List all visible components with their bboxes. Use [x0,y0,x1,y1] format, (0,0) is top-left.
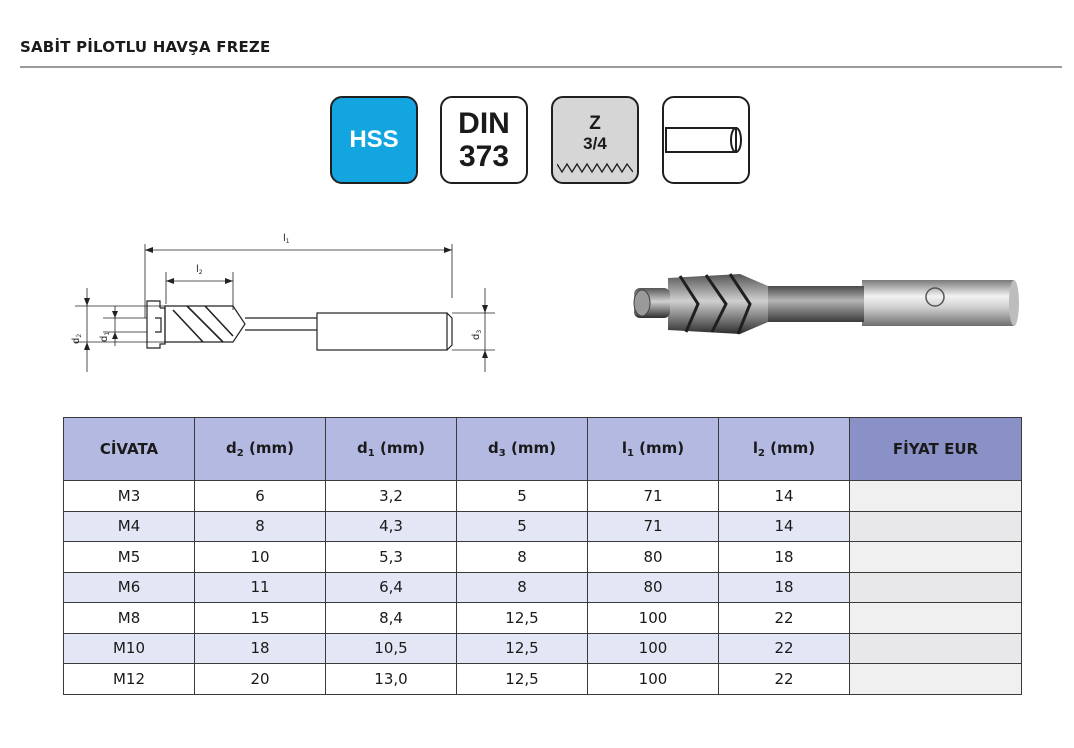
cell-d1: 6,4 [326,572,457,603]
standard-line2: 373 [458,140,510,173]
cell-l1: 71 [588,511,719,542]
cell-bolt: M4 [64,511,195,542]
teeth-zigzag-icon [557,162,633,176]
col-header-l1: $l_1$ (mm) [588,418,719,481]
cell-l1: 100 [588,603,719,634]
col-header-d2: $d_2$ (mm) [195,418,326,481]
cell-price [850,664,1022,695]
page-title: SABİT PİLOTLU HAVŞA FREZE [20,38,271,56]
cell-d3: 12,5 [457,633,588,664]
cell-d2: 10 [195,542,326,573]
cell-l2: 22 [719,664,850,695]
cell-bolt: M10 [64,633,195,664]
teeth-badge [551,96,639,184]
cell-l1: 100 [588,633,719,664]
material-badge [330,96,418,184]
cell-bolt: M12 [64,664,195,695]
d2-label: $d_2$ [71,333,83,344]
cell-bolt: M5 [64,542,195,573]
l1-label: $l_1$ [283,233,290,245]
cell-price [850,542,1022,573]
cell-d3: 8 [457,542,588,573]
l2-label: $l_2$ [196,264,203,276]
cell-d2: 15 [195,603,326,634]
spec-table [63,417,1022,695]
col-header-d3: $d_3$ (mm) [457,418,588,481]
cell-l1: 100 [588,664,719,695]
cell-l2: 22 [719,633,850,664]
cell-d1: 4,3 [326,511,457,542]
d1-label: $d_1$ [99,331,111,342]
cell-d3: 8 [457,572,588,603]
table-row [64,481,1022,512]
cell-bolt: M3 [64,481,195,512]
cell-l2: 14 [719,481,850,512]
cell-d2: 8 [195,511,326,542]
cylindrical-shank-badge [662,96,750,184]
cell-price [850,603,1022,634]
table-row [64,572,1022,603]
cell-d3: 12,5 [457,603,588,634]
cylindrical-shank-icon [664,98,748,182]
cell-price [850,481,1022,512]
cell-d3: 12,5 [457,664,588,695]
material-label: HSS [349,126,399,153]
standard-line1: DIN [458,107,510,140]
cell-d1: 10,5 [326,633,457,664]
standard-badge [440,96,528,184]
d3-label: $d_3$ [471,329,483,340]
cell-l2: 18 [719,572,850,603]
cell-l1: 71 [588,481,719,512]
cell-l2: 22 [719,603,850,634]
cell-d2: 6 [195,481,326,512]
col-header-bolt: CİVATA [64,418,195,481]
table-row [64,633,1022,664]
teeth-value: 3/4 [583,134,607,153]
cell-price [850,633,1022,664]
cell-price [850,572,1022,603]
cell-l1: 80 [588,542,719,573]
cell-l2: 14 [719,511,850,542]
table-row [64,542,1022,573]
technical-drawing [55,226,495,386]
cell-bolt: M6 [64,572,195,603]
cell-price [850,511,1022,542]
cell-d1: 13,0 [326,664,457,695]
col-header-d1: $d_1$ (mm) [326,418,457,481]
col-header-price: FİYAT EUR [850,418,1022,481]
cell-d1: 3,2 [326,481,457,512]
teeth-label: Z [589,113,601,134]
cell-d1: 5,3 [326,542,457,573]
cell-d2: 18 [195,633,326,664]
product-photo [628,268,1020,340]
cell-bolt: M8 [64,603,195,634]
cell-d2: 11 [195,572,326,603]
cell-l2: 18 [719,542,850,573]
table-header-row [64,418,1022,481]
cell-d2: 20 [195,664,326,695]
cell-d3: 5 [457,511,588,542]
cell-d3: 5 [457,481,588,512]
title-divider [20,66,1062,68]
table-row [64,603,1022,634]
table-row [64,511,1022,542]
cell-d1: 8,4 [326,603,457,634]
table-row [64,664,1022,695]
col-header-l2: $l_2$ (mm) [719,418,850,481]
cell-l1: 80 [588,572,719,603]
